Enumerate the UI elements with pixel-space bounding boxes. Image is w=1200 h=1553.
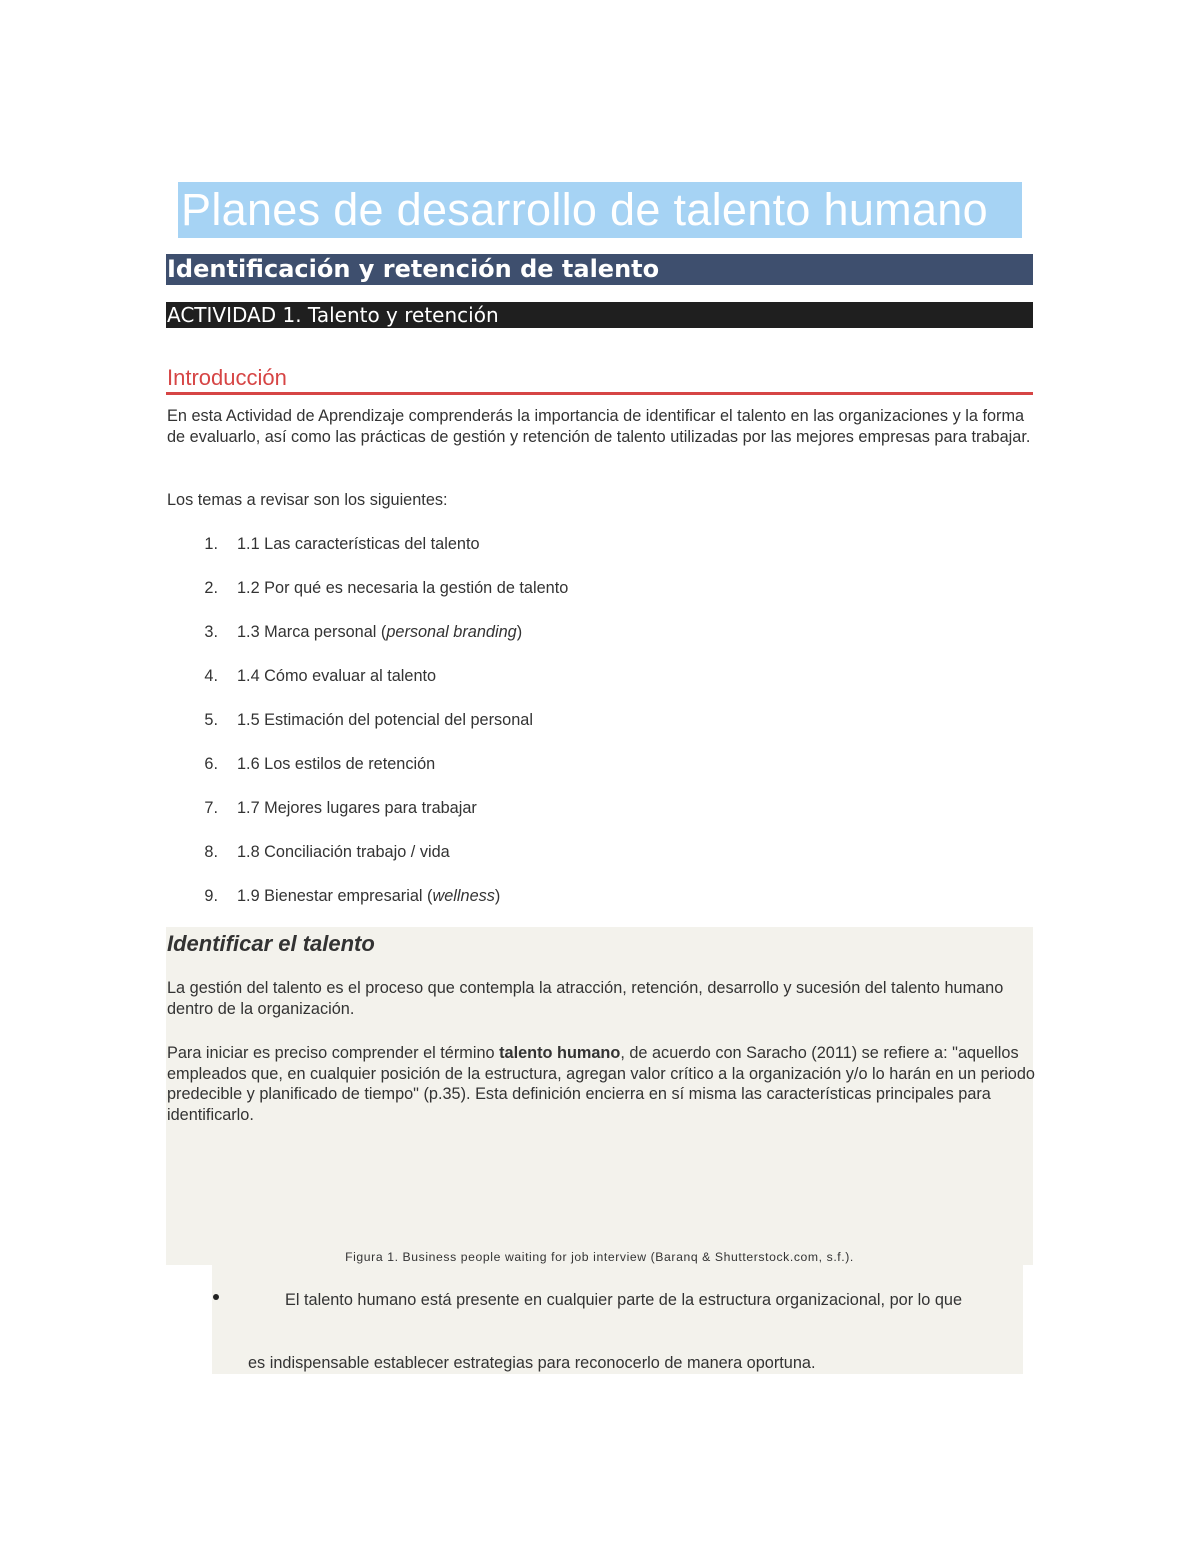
identify-heading: Identificar el talento (167, 931, 375, 956)
document-title: Planes de desarrollo de talento humano (178, 182, 1022, 238)
list-item-text: ) (494, 887, 501, 905)
list-number: 7. (204, 799, 218, 817)
intro-heading: Introducción (167, 365, 287, 390)
identify-paragraph-1: La gestión del talento es el proceso que contempla la atracción, retención, desarrollo y sucesión del talento humano dentro de la organización. (167, 979, 1004, 1018)
list-item-text: 1.9 Bienestar empresarial ( (237, 887, 433, 905)
intro-paragraph: En esta Actividad de Aprendizaje comprenderás la importancia de identificar el talento en las organizaciones y la forma de evaluarlo, así como las prácticas de gestión y retención de talento utilizadas por las mejores empresas para trabajar. (167, 407, 1031, 446)
identify-paragraph-2 (167, 1043, 1035, 1125)
bullet-icon (213, 1294, 219, 1300)
list-item: 1.4 Cómo evaluar al talento (237, 667, 437, 685)
list-item: 1.7 Mejores lugares para trabajar (237, 799, 477, 817)
activity-heading: ACTIVIDAD 1. Talento y retención (166, 302, 1033, 328)
list-item-emphasis: wellness (432, 887, 495, 905)
key-term: talento humano (499, 1044, 621, 1062)
list-item: 1.6 Los estilos de retención (237, 755, 436, 773)
list-item (237, 886, 500, 906)
bullet-text-line-2: es indispensable establecer estrategias para reconocerlo de manera oportuna. (248, 1354, 816, 1372)
bullet-text-line-1: El talento humano está presente en cualquier parte de la estructura organizacional, por lo que (285, 1291, 963, 1309)
paragraph-text: , de acuerdo con Saracho (2011) se refiere a: "aquellos empleados que, en cualquier posición de la estructura, agregan valor crítico a la organización y/o lo harán en un periodo predecible y planificado de tiempo" (p.35). Esta definición encierra en sí misma las características principales para identificarlo. (167, 1044, 1035, 1124)
topics-lead: Los temas a revisar son los siguientes: (167, 491, 448, 509)
list-number: 8. (204, 843, 218, 861)
list-item: 1.8 Conciliación trabajo / vida (237, 843, 450, 861)
list-item: 1.2 Por qué es necesaria la gestión de talento (237, 579, 569, 597)
figure-caption: Figura 1. Business people waiting for job interview (Baranq & Shutterstock.com, s.f.). (345, 1250, 854, 1264)
list-number: 5. (204, 711, 218, 729)
list-number: 3. (204, 623, 218, 641)
heading-divider (166, 392, 1033, 395)
list-item-emphasis: personal branding (386, 623, 517, 641)
list-number: 9. (204, 887, 218, 905)
section-heading: Identificación y retención de talento (166, 254, 1033, 285)
list-number: 1. (204, 535, 218, 553)
list-number: 4. (204, 667, 218, 685)
list-item: 1.1 Las características del talento (237, 535, 480, 553)
list-number: 2. (204, 579, 218, 597)
list-item-text: 1.3 Marca personal ( (237, 623, 387, 641)
list-item-text: ) (516, 623, 523, 641)
list-item: 1.5 Estimación del potencial del personal (237, 711, 533, 729)
list-number: 6. (204, 755, 218, 773)
list-item (237, 622, 522, 642)
paragraph-text: Para iniciar es preciso comprender el término (167, 1044, 500, 1062)
